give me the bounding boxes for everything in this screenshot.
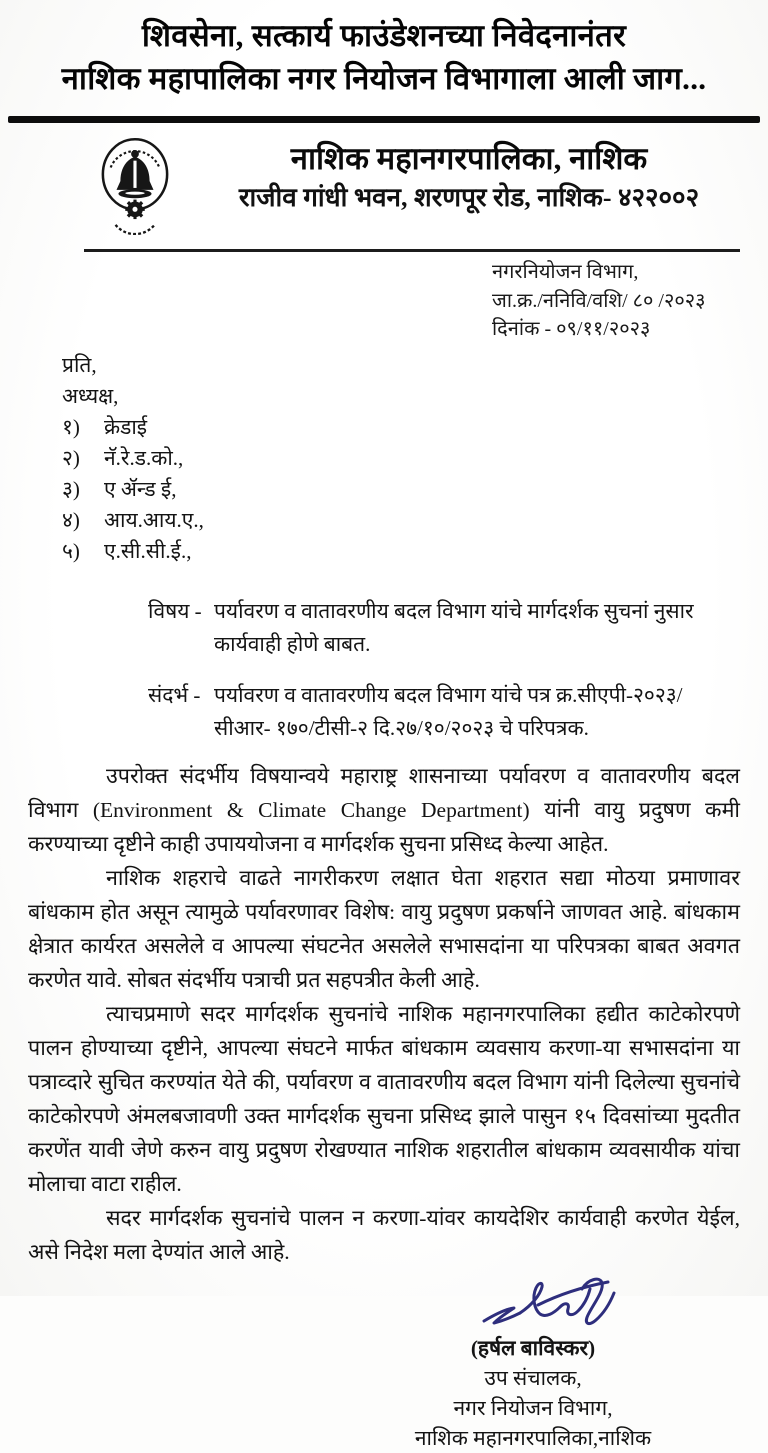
headline-line-1: शिवसेना, सत्कार्य फाउंडेशनच्या निवेदनानंतर [141,18,627,53]
letter-meta [492,258,768,344]
body-paragraph-4: सदर मार्गदर्शक सुचनांचे पालन न करणा-यांवर कायदेशिर कार्यवाही करणेत येईल, असे निदेश मला देण्यांत आले आहे. [28,1205,740,1264]
list-item-name: ए.सी.सी.ई., [104,538,192,563]
handwritten-signature-icon [478,1275,648,1337]
body-paragraph-2: नाशिक शहराचे वाढते नागरीकरण लक्षात घेता शहरात सद्या मोठया प्रमाणावर बांधकाम होत असून त्यामुळे पर्यावरणावर विशेष: वायु प्रदुषण प्रकर्षाने जाणवत आहे. बांधकाम क्षेत्रात कार्यरत असलेले व आपल्या संघटनेत असलेले सभासदांना या परिपत्रका बाबत अवगत करणेत यावे. सोबत संदर्भीय पत्राची प्रत सहपत्रीत केली आहे. [28,865,740,992]
body-paragraph-1: उपरोक्त संदर्भीय विषयान्वये महाराष्ट्र शासनाच्या पर्यावरण व वातावरणीय बदल विभाग (Environment & Climate Change Department) यांनी वायु प्रदुषण कमी करण्याच्या दृष्टीने काही उपाययोजना व मार्गदर्शक सुचना प्रसिध्द केल्या आहेत. [28,763,740,856]
recipient-salutation: प्रति, [62,352,97,377]
list-item-name: नॅ.रे.ड.को., [104,445,184,470]
reference-label: संदर्भ - [148,682,201,707]
list-item-name: ए ॲन्ड ई, [104,476,177,501]
reference-line [148,679,722,745]
list-item [62,536,768,567]
subject-label: विषय - [148,598,202,623]
organization-address: राजीव गांधी भवन, शरणपूर रोड, नाशिक- ४२२००२ [238,183,700,212]
list-item [62,474,768,505]
reference-text: पर्यावरण व वातावरणीय बदल विभाग यांचे पत्र क्र.सीएपी-२०२३/सीआर- १७०/टीसी-२ दि.२७/१०/२०२३ चे परिपत्रक. [214,682,683,740]
list-item [62,412,768,443]
signatory-department: नगर नियोजन विभाग, [453,1395,613,1420]
reference-number: जा.क्र./ननिवि/वशि/ ८० /२०२३ [492,289,706,312]
news-headline [0,0,768,100]
list-item-number: ५) [62,538,80,563]
letterhead-divider-rule [84,249,740,252]
letter-date: दिनांक - ०९/११/२०२३ [492,318,651,340]
list-item-number: १) [62,414,80,439]
signature-block [368,1275,698,1453]
organization-name: नाशिक महानगरपालिका, नाशिक [290,141,648,176]
letterhead [0,133,768,245]
list-item [62,443,768,474]
subject-line [148,595,722,661]
letter-body [28,759,740,1269]
list-item-name: आय.आय.ए., [104,507,204,532]
list-item-number: ३) [62,476,80,501]
list-item-name: क्रेडाई [104,414,148,439]
recipient-title: अध्यक्ष, [62,383,119,408]
list-item-number: २) [62,445,80,470]
department-name: नगरनियोजन विभाग, [492,261,639,283]
signatory-name: (हर्षल बाविस्कर) [470,1335,596,1360]
list-item-number: ४) [62,507,80,532]
subject-text: पर्यावरण व वातावरणीय बदल विभाग यांचे मार्गदर्शक सुचनां नुसार कार्यवाही होणे बाबत. [214,598,694,656]
headline-line-2: नाशिक महापालिका नगर नियोजन विभागाला आली जाग... [61,61,707,96]
list-item [62,505,768,536]
headline-divider-rule [8,116,760,123]
body-paragraph-3: त्याचप्रमाणे सदर मार्गदर्शक सुचनांचे नाशिक महानगरपालिका हद्यीत काटेकोरपणे पालन होण्याच्या दृष्टीने, आपल्या संघटने मार्फत बांधकाम व्यवसाय करणा-या सभासदांना या पत्राव्दारे सुचित करण्यांत येते की, पर्यावरण व वातावरणीय बदल विभाग यांनी दिलेल्या सुचनांचे काटेकोरपणे अंमलबजावणी उक्त मार्गदर्शक सुचना प्रसिध्द झाले पासुन १५ दिवसांच्या मुदतीत करणेंत यावी जेणे करुन वायु प्रदुषण रोखण्यात नाशिक शहरातील बांधकाम व्यवसायीक यांचा मोलाचा वाटा राहील. [28,1001,740,1196]
letterhead-text [180,139,758,217]
signatory-designation: उप संचालक, [484,1365,582,1390]
municipal-emblem-icon [98,135,172,235]
signatory-organization: नाशिक महानगरपालिका,नाशिक [414,1425,652,1450]
recipients-list [62,350,768,567]
